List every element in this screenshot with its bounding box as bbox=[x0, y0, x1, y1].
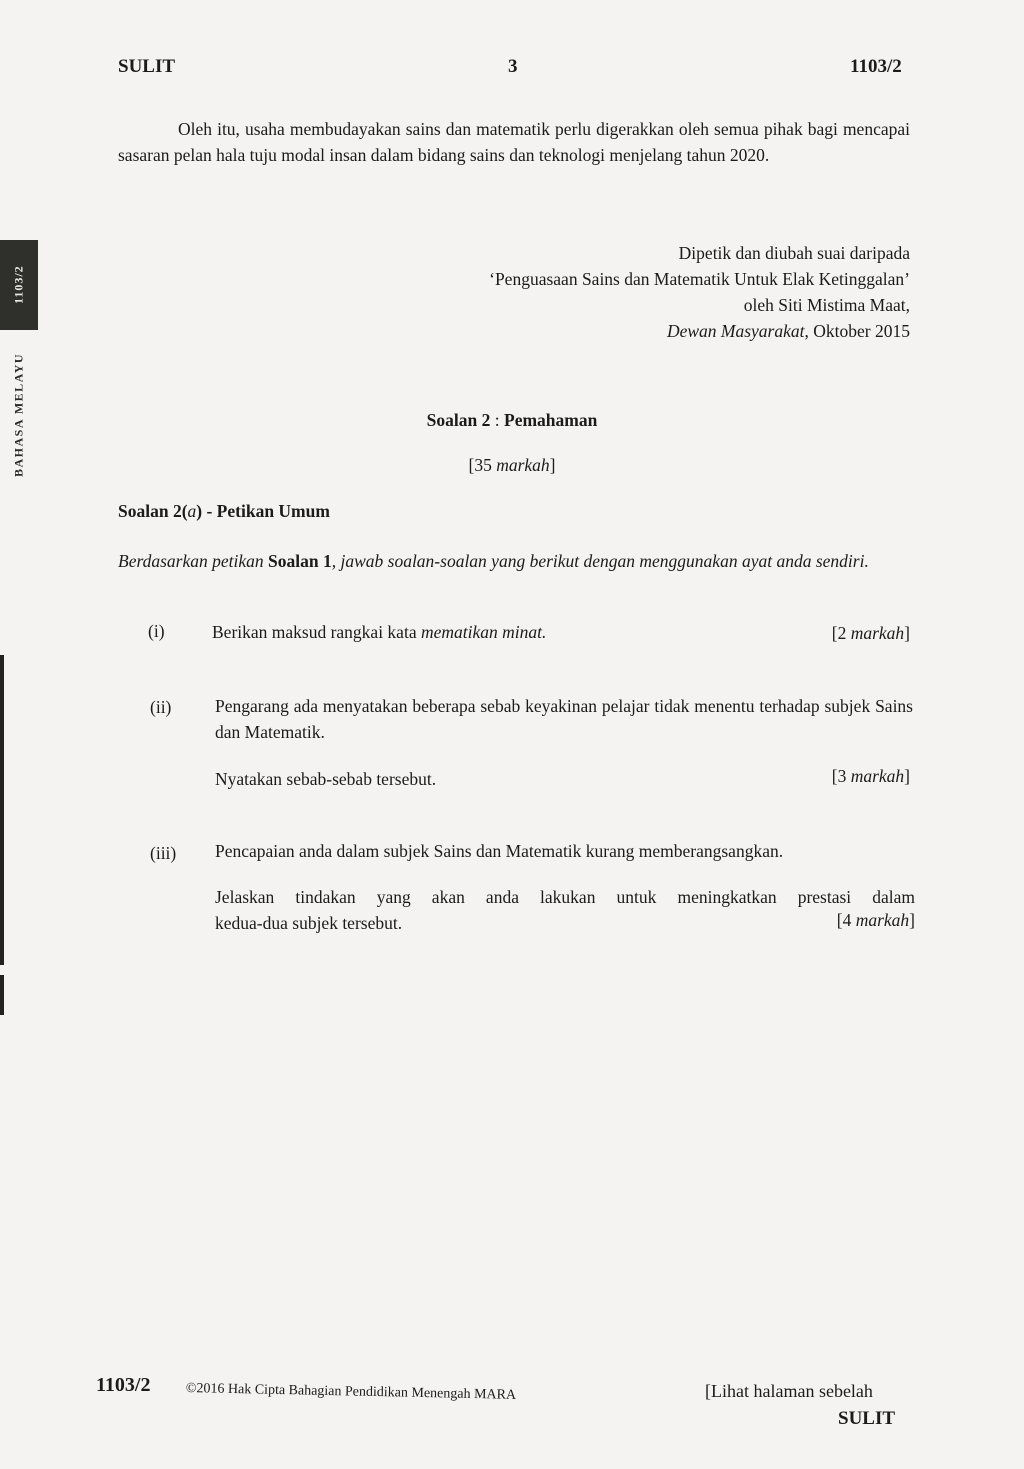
question-3-text: Pencapaian anda dalam subjek Sains dan Matematik kurang memberangsangkan. bbox=[215, 841, 784, 861]
footer-classification: SULIT bbox=[838, 1408, 896, 1429]
header-paper-code: 1103/2 bbox=[850, 56, 902, 77]
subsection-suffix: ) - Petikan Umum bbox=[196, 501, 330, 521]
citation-line-1: Dipetik dan diubah suai daripada bbox=[678, 243, 910, 263]
instruction-part-2: , jawab soalan-soalan yang berikut dengan menggunakan ayat anda sendiri. bbox=[331, 551, 869, 571]
footer-copyright: ©2016 Hak Cipta Bahagian Pendidikan Menengah MARA bbox=[185, 1381, 517, 1403]
instruction-bold: Soalan 1 bbox=[268, 551, 332, 571]
side-tab-subject: BAHASA MELAYU bbox=[11, 352, 26, 478]
side-tab-code: 1103/2 bbox=[11, 265, 26, 305]
section-title-separator: : bbox=[490, 410, 504, 430]
question-1-marks-close: ] bbox=[904, 623, 910, 643]
page-edge-shadow-lower bbox=[0, 975, 4, 1015]
question-2-prompt: Nyatakan sebab-sebab tersebut. bbox=[215, 769, 437, 789]
section-marks-word: markah bbox=[496, 455, 550, 475]
section-marks-close: ] bbox=[549, 455, 556, 475]
question-2-marks bbox=[760, 766, 910, 787]
question-3-marks-word: markah bbox=[855, 910, 910, 930]
citation-date: , Oktober 2015 bbox=[804, 321, 910, 341]
instruction-part-1: Berdasarkan petikan bbox=[118, 551, 269, 571]
section-marks bbox=[0, 452, 1024, 478]
question-2-marks-value: [3 bbox=[831, 766, 851, 786]
question-2-marks-close: ] bbox=[904, 766, 910, 786]
question-3-marks-close: ] bbox=[909, 910, 915, 930]
instruction bbox=[118, 548, 910, 574]
question-1-marks-value: [2 bbox=[831, 623, 851, 643]
question-3-prompt-line-1: Jelaskan tindakan yang akan anda lakukan untuk meningkatkan prestasi dalam bbox=[215, 887, 915, 907]
question-1-number: (i) bbox=[148, 621, 165, 641]
section-marks-open: [35 bbox=[468, 455, 497, 475]
page-number: 3 bbox=[508, 56, 518, 77]
citation bbox=[380, 240, 910, 344]
question-1-text-plain: Berikan maksud rangkai kata bbox=[212, 622, 421, 642]
question-3-number: (iii) bbox=[150, 843, 177, 863]
passage-closing-paragraph: Oleh itu, usaha membudayakan sains dan matematik perlu digerakkan oleh semua pihak bagi mencapai sasaran pelan hala tuju modal insan dalam bidang sains dan teknologi menjelang tahun 2020. bbox=[118, 119, 910, 165]
question-3-marks bbox=[760, 910, 915, 931]
question-2-text: Pengarang ada menyatakan beberapa sebab keyakinan pelajar tidak menentu terhadap subjek Sains dan Matematik. bbox=[215, 696, 913, 742]
citation-publication: Dewan Masyarakat bbox=[666, 321, 805, 341]
footer-paper-code: 1103/2 bbox=[96, 1374, 151, 1396]
citation-author: oleh Siti Mistima Maat, bbox=[743, 295, 910, 315]
question-1-text bbox=[212, 619, 772, 645]
question-1-marks bbox=[760, 623, 910, 644]
question-1-text-italic: mematikan minat. bbox=[420, 622, 547, 642]
question-3-marks-value: [4 bbox=[836, 910, 856, 930]
page-edge-shadow bbox=[0, 655, 4, 965]
question-3-prompt-line-2: kedua-dua subjek tersebut. bbox=[215, 913, 403, 933]
section-title bbox=[0, 407, 1024, 433]
subsection-title bbox=[118, 498, 330, 524]
section-title-prefix: Soalan 2 bbox=[426, 410, 491, 430]
subsection-letter: a bbox=[187, 501, 197, 521]
header-classification: SULIT bbox=[118, 56, 176, 77]
question-2-marks-word: markah bbox=[850, 766, 905, 786]
section-title-name: Pemahaman bbox=[504, 410, 598, 430]
question-1-marks-word: markah bbox=[850, 623, 905, 643]
citation-line-2: ‘Penguasaan Sains dan Matematik Untuk Elak Ketinggalan’ bbox=[489, 269, 910, 289]
question-2-number: (ii) bbox=[150, 697, 172, 717]
citation-source bbox=[380, 318, 910, 344]
footer-next-page: [Lihat halaman sebelah bbox=[705, 1381, 873, 1401]
subsection-prefix: Soalan 2( bbox=[118, 501, 188, 521]
